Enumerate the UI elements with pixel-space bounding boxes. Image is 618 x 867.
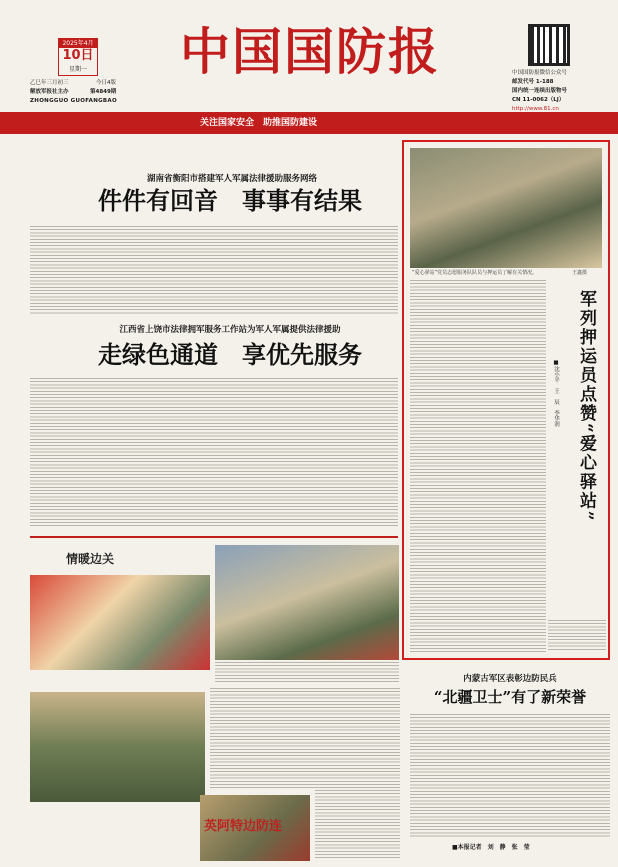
postal-code: 邮发代号 1-188 <box>512 79 554 85</box>
serial-number: 第4849期 <box>90 89 117 95</box>
feature-caption-text <box>210 688 400 788</box>
date-day: 10日 <box>62 48 94 63</box>
qr-code <box>528 24 570 66</box>
article2-title: 走绿色通道 享优先服务 <box>98 340 362 369</box>
right-story-body <box>410 280 546 652</box>
photo-festival <box>30 575 210 670</box>
photo-soldiers-dancing <box>215 545 399 660</box>
outpost-stamp: 英阿特边防连 <box>204 819 283 834</box>
cn-number: CN 11-0062（LJ） <box>512 97 565 103</box>
photo-credit: 王鑫摄 <box>572 270 588 276</box>
bottom-title: “北疆卫士”有了新荣誉 <box>433 688 587 706</box>
right-story-tail <box>548 620 606 652</box>
article1-kicker: 湖南省衡阳市搭建军人军属法律援助服务网络 <box>146 174 317 184</box>
bottom-reporter: ■本报记者 刘 静 张 莹 <box>452 844 530 851</box>
article2-kicker: 江西省上饶市法律拥军服务工作站为军人军属提供法律援助 <box>119 325 341 335</box>
article1-body <box>30 226 398 314</box>
issue-pages: 今日4版 <box>96 80 116 86</box>
photo-caption: “爱心驿站”党员志愿服务队队员与押运员了解有关情况。 <box>412 270 538 276</box>
serial-publication-number: 国内统一连续出版物号 <box>512 88 568 94</box>
article1-title: 件件有回音 事事有结果 <box>98 186 362 215</box>
right-story-byline: ■沈小平 王 辰 李华润 <box>553 360 559 427</box>
masthead: 中国国防报 <box>180 22 440 81</box>
qr-caption: 中国国防报微信公众号 <box>512 70 568 76</box>
photo-soldiers-table <box>410 148 602 268</box>
article2-body <box>30 378 398 528</box>
feature-section-label: 情暖边关 <box>66 552 115 566</box>
right-story-title: 军列押运员点赞“爱心驿站” <box>576 290 596 523</box>
publisher: 解放军报社主办 <box>30 89 69 95</box>
date-year-month: 2025年4月 <box>59 39 97 48</box>
section-divider <box>30 536 398 538</box>
photo-caption-text <box>215 662 399 682</box>
date-box <box>58 38 98 76</box>
bottom-story-body <box>410 714 610 838</box>
credit-text <box>315 790 400 860</box>
bottom-kicker: 内蒙古军区表彰边防民兵 <box>463 674 557 684</box>
pinyin-title: ZHONGGUO GUOFANGBAO <box>30 98 117 104</box>
slogan: 关注国家安全 助推国防建设 <box>200 118 318 128</box>
photo-group-soldiers <box>30 692 205 802</box>
lunar-date: 乙巳年三月初三 <box>30 80 69 86</box>
date-weekday: 星期一 <box>68 66 87 73</box>
website: http://www.81.cn <box>512 106 559 112</box>
